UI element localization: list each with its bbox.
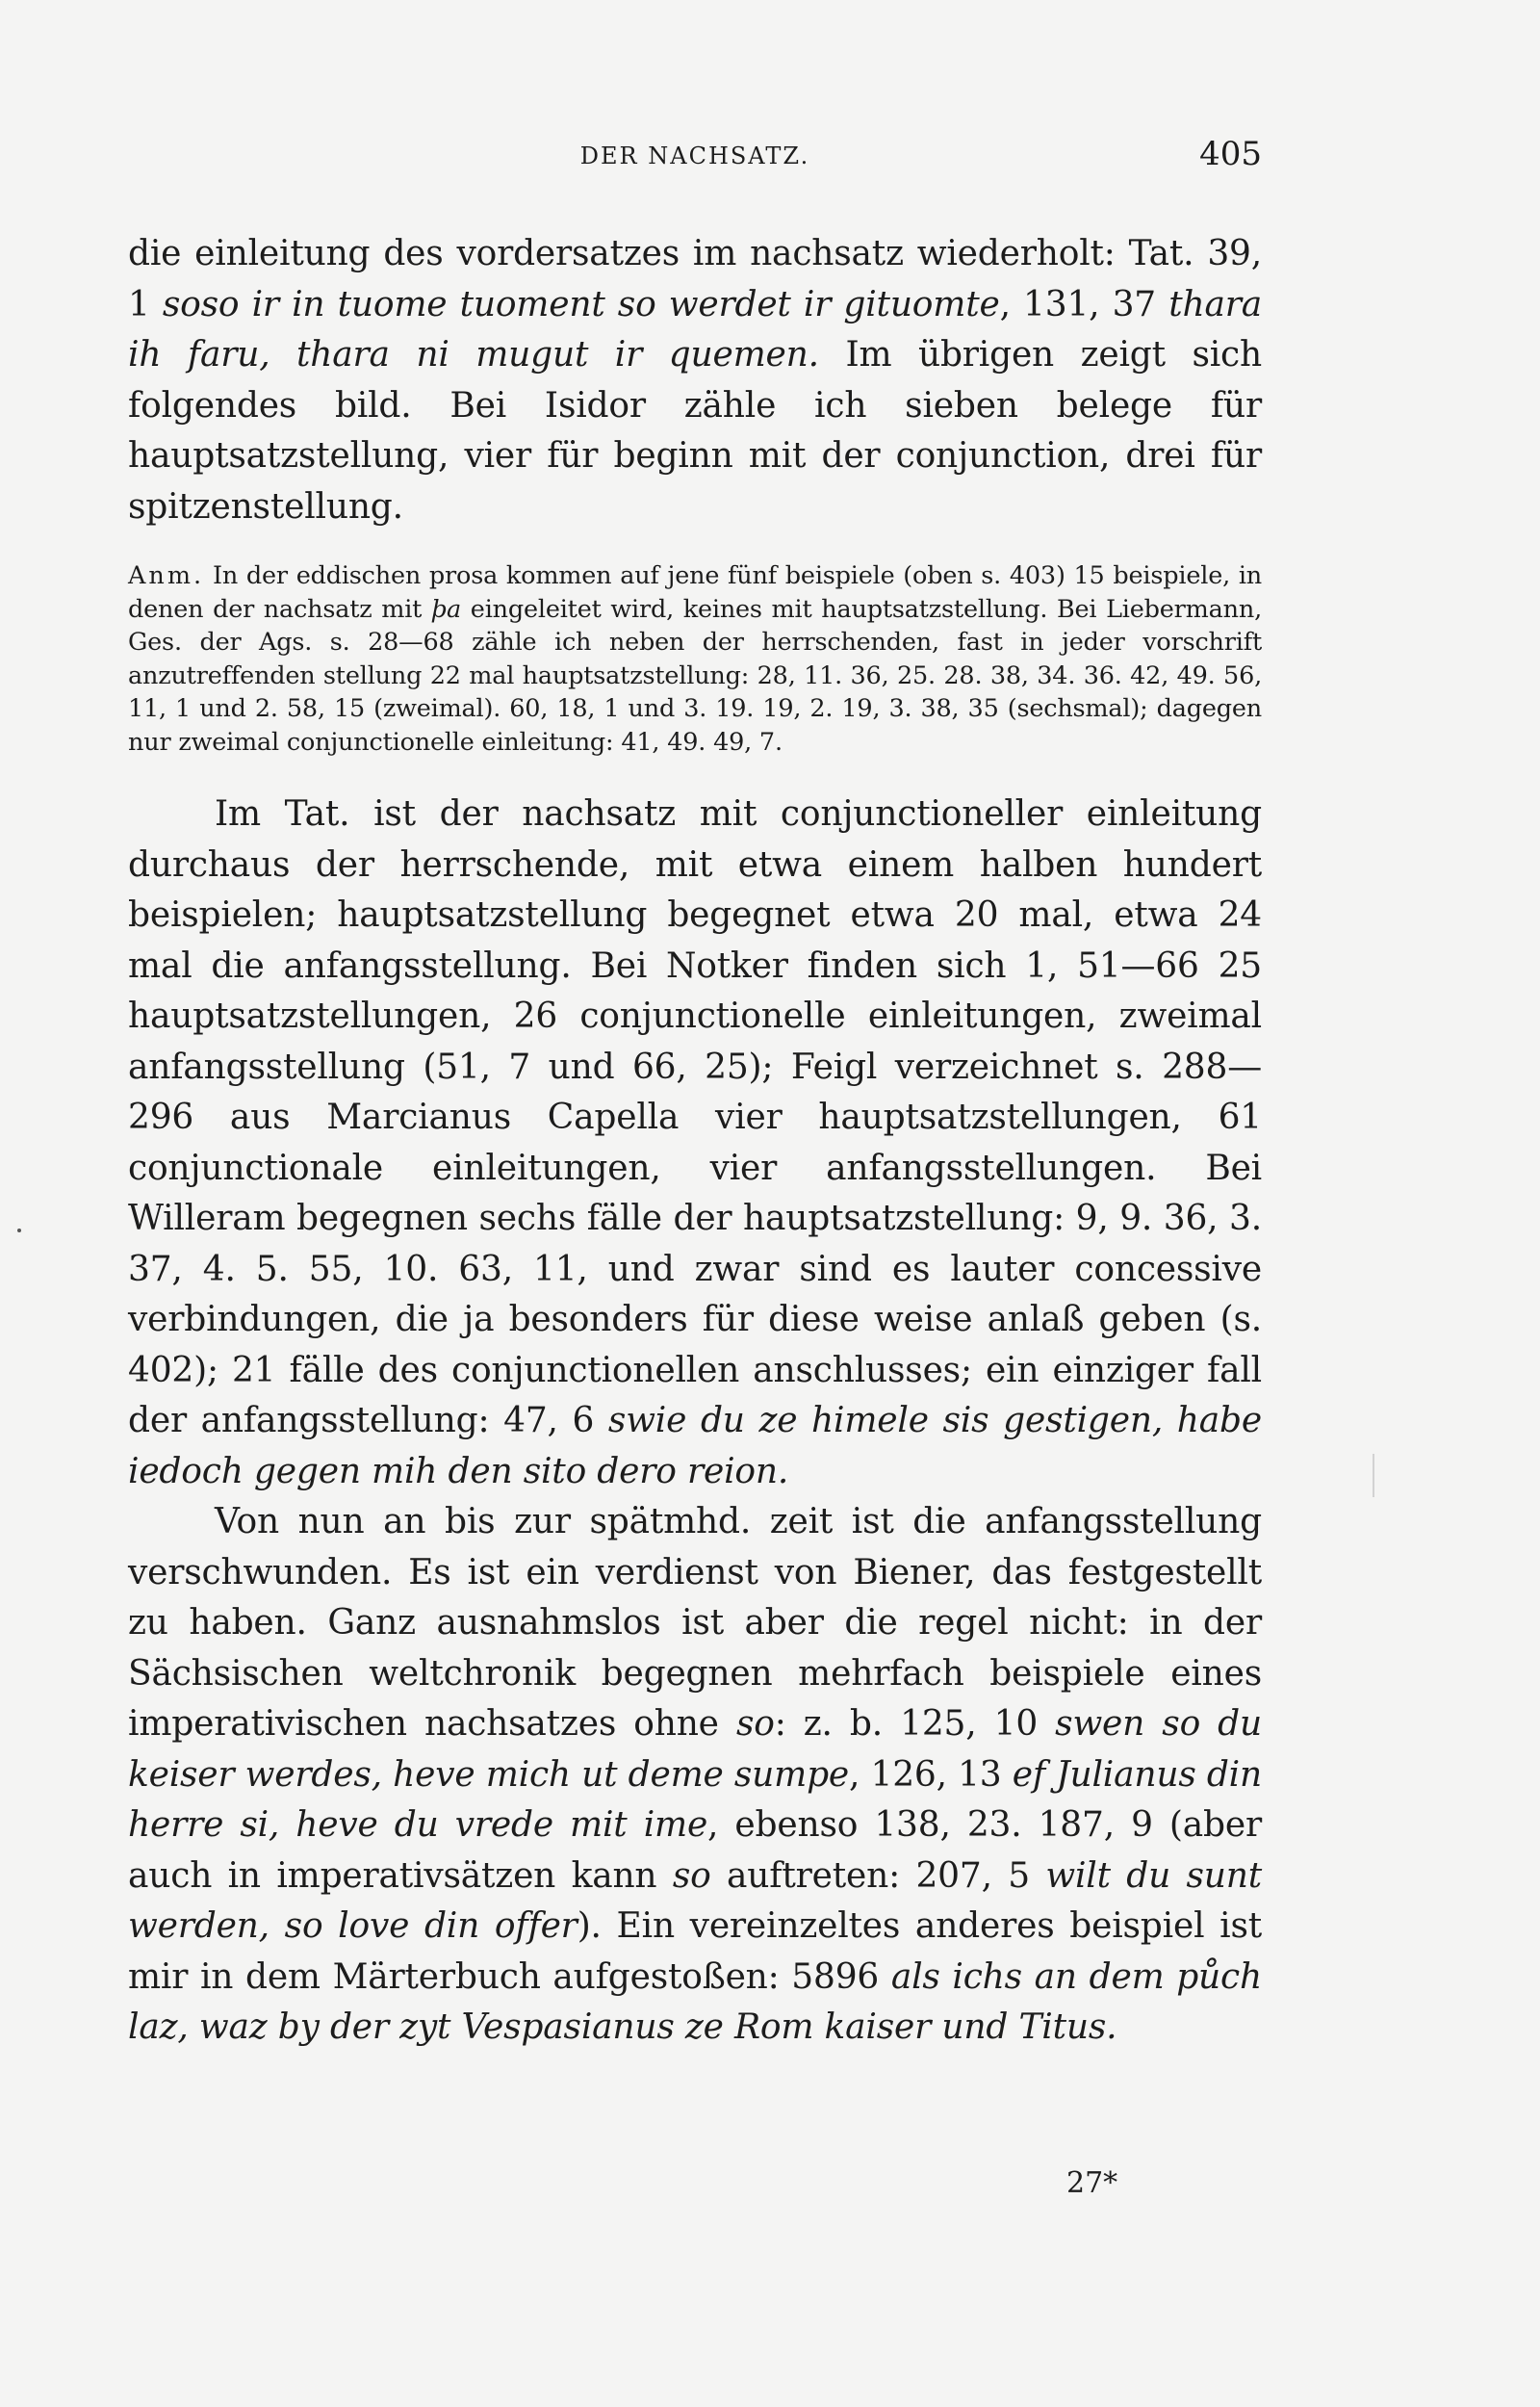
book-page <box>128 135 1262 2054</box>
quote-willeram: swie du ze himele sis gestigen, habe iedoch gegen mih den sito dero reion. <box>128 1401 1262 1491</box>
quote-maerterbuch: als ichs an dem půch laz, waz by der zyt Vespasianus ze Rom kaiser und Titus. <box>128 1956 1262 2047</box>
text-run: , 131, 37 <box>999 284 1169 324</box>
quote-word: so <box>672 1855 711 1896</box>
scan-edge-mark <box>1373 1454 1374 1497</box>
body-text <box>128 229 1262 2054</box>
text-run: ). Ein vereinzeltes anderes beispiel ist mir in dem Märterbuch aufgestoßen: 5896 <box>128 1906 1262 1997</box>
quote-old-high-german: soso ir in tuome tuoment so werdet ir gituomte <box>162 284 1000 324</box>
paragraph-3 <box>128 1497 1262 2054</box>
text-run: Von nun an bis zur spätmhd. zeit ist die anfangsstellung verschwunden. Es ist ein verdienst von Biener, das festgestellt zu haben. Ganz ausnahmslos ist aber die regel nicht: in der Sächsischen weltchronik begegnen mehrfach beispiele eines imperativischen nachsatzes ohne <box>128 1502 1262 1744</box>
quote-thorn-word: þa <box>430 594 462 624</box>
signature-mark: 27* <box>1066 2166 1118 2200</box>
note-label: Anm. <box>128 561 205 590</box>
text-run: die einleitung des vordersatzes im nachsatz wiederholt: Tat. 39, 1 <box>128 234 1262 324</box>
running-title: DER NACHSATZ. <box>579 142 810 169</box>
paragraph-1 <box>128 229 1262 532</box>
text-run: Im übrigen zeigt sich folgendes bild. Bei Isidor zähle ich sieben belege für hauptsatzstellung, vier für beginn mit der conjunction, drei für spitzenstellung. <box>128 335 1262 527</box>
quote-old-high-german: thara ih faru, thara ni mugut ir quemen. <box>128 284 1262 375</box>
text-run: auftreten: 207, 5 <box>710 1855 1046 1896</box>
scan-speck <box>17 1229 21 1232</box>
quote-word: so <box>735 1704 775 1744</box>
running-head <box>128 135 1262 183</box>
text-run: In der eddischen prosa kommen auf jene fünf beispiele (oben s. 403) 15 beispiele, in denen der nachsatz mit <box>128 561 1262 624</box>
quote-weltchronik: wilt du sunt werden, so love din offer <box>128 1855 1263 1946</box>
page-number: 405 <box>1199 135 1262 173</box>
text-run: , ebenso 138, 23. 187, 9 (aber auch in imperativsätzen kann <box>128 1805 1262 1896</box>
paragraph-2 <box>128 789 1262 1497</box>
quote-weltchronik: ef Julianus din herre si, heve du vrede mit ime <box>128 1754 1262 1845</box>
text-run: Im Tat. ist der nachsatz mit conjunctioneller einleitung durchaus der herrschende, mit etwa einem halben hundert beispielen; hauptsatzstellung begegnet etwa 20 mal, etwa 24 mal die anfangsstellung. Bei Notker finden sich 1, 51—66 25 hauptsatzstellungen, 26 conjunctionelle einleitungen, zweimal anfangsstellung (51, 7 und 66, 25); Feigl verzeichnet s. 288—296 aus Marcianus Capella vier hauptsatzstellungen, 61 conjunctionale einleitungen, vier anfangsstellungen. Bei Willeram begegnen sechs fälle der hauptsatzstellung: 9, 9. 36, 3. 37, 4. 5. 55, 10. 63, 11, und zwar sind es lauter concessive verbindungen, die ja besonders für diese weise anlaß geben (s. 402); 21 fälle des conjunctionellen anschlusses; ein einziger fall der anfangsstellung: 47, 6 <box>128 794 1262 1440</box>
text-run: : z. b. 125, 10 <box>774 1704 1056 1744</box>
text-run: eingeleitet wird, keines mit hauptsatzstellung. Bei Liebermann, Ges. der Ags. s. 28—68 zähle ich neben der herrschenden, fast in jeder vorschrift anzutreffenden stellung 22 mal hauptsatzstellung: 28, 11. 36, 25. 28. 38, 34. 36. 42, 49. 56, 11, 1 und 2. 58, 15 (zweimal). 60, 18, 1 und 3. 19. 19, 2. 19, 3. 38, 35 (sechsmal); dagegen nur zweimal conjunctionelle einleitung: 41, 49. 49, 7. <box>128 594 1262 757</box>
text-run: , 126, 13 <box>849 1754 1013 1795</box>
quote-weltchronik: swen so du keiser werdes, heve mich ut deme sumpe <box>128 1704 1263 1795</box>
footnote-anm <box>128 559 1262 759</box>
